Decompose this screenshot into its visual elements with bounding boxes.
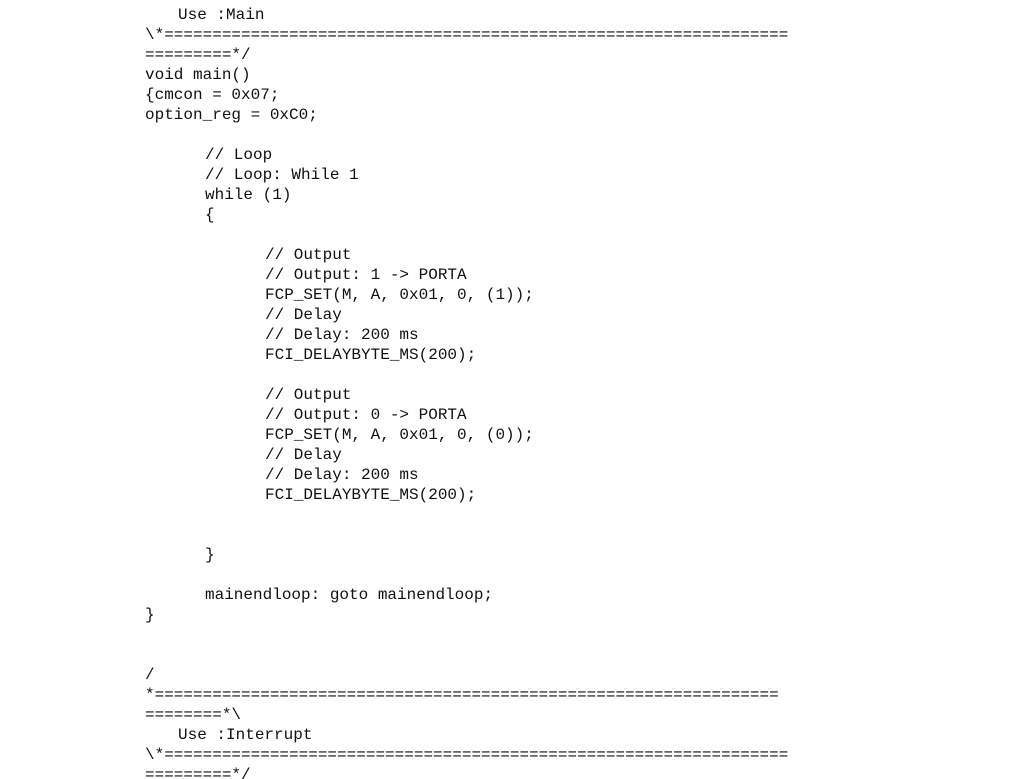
code-line: \*================================================================= [145,746,789,764]
code-line: // Output [265,386,352,404]
code-line: // Output [265,246,352,264]
code-line: FCI_DELAYBYTE_MS(200); [265,346,477,364]
blank-line [0,365,1010,385]
code-line: Use :Main [178,6,265,24]
code-line: *================================================================= [145,686,779,704]
code-line: ========*\ [145,706,242,724]
code-line: FCP_SET(M, A, 0x01, 0, (1)); [265,286,534,304]
code-line: // Loop: While 1 [205,166,359,184]
code-line: { [205,206,215,224]
code-line: // Delay [265,306,342,324]
code-line: // Delay: 200 ms [265,326,419,344]
code-line: } [205,546,215,564]
code-line: {cmcon = 0x07; [145,86,280,104]
code-line: =========*/ [145,766,251,779]
code-line: // Output: 0 -> PORTA [265,406,467,424]
blank-line [0,505,1010,525]
blank-line [0,225,1010,245]
blank-line [0,125,1010,145]
blank-line [0,565,1010,585]
code-line: mainendloop: goto mainendloop; [205,586,494,604]
blank-line [0,625,1010,645]
code-line: / [145,666,155,684]
code-line: FCI_DELAYBYTE_MS(200); [265,486,477,504]
code-line: while (1) [205,186,292,204]
code-line: // Loop [205,146,273,164]
code-line: FCP_SET(M, A, 0x01, 0, (0)); [265,426,534,444]
code-listing [0,5,1010,779]
code-line: Use :Interrupt [178,726,313,744]
code-line: =========*/ [145,46,251,64]
code-line: } [145,606,155,624]
code-line: void main() [145,66,251,84]
code-line: // Delay [265,446,342,464]
blank-line [0,645,1010,665]
code-line: // Output: 1 -> PORTA [265,266,467,284]
code-line: // Delay: 200 ms [265,466,419,484]
code-line: option_reg = 0xC0; [145,106,318,124]
code-line: \*================================================================= [145,26,789,44]
blank-line [0,525,1010,545]
